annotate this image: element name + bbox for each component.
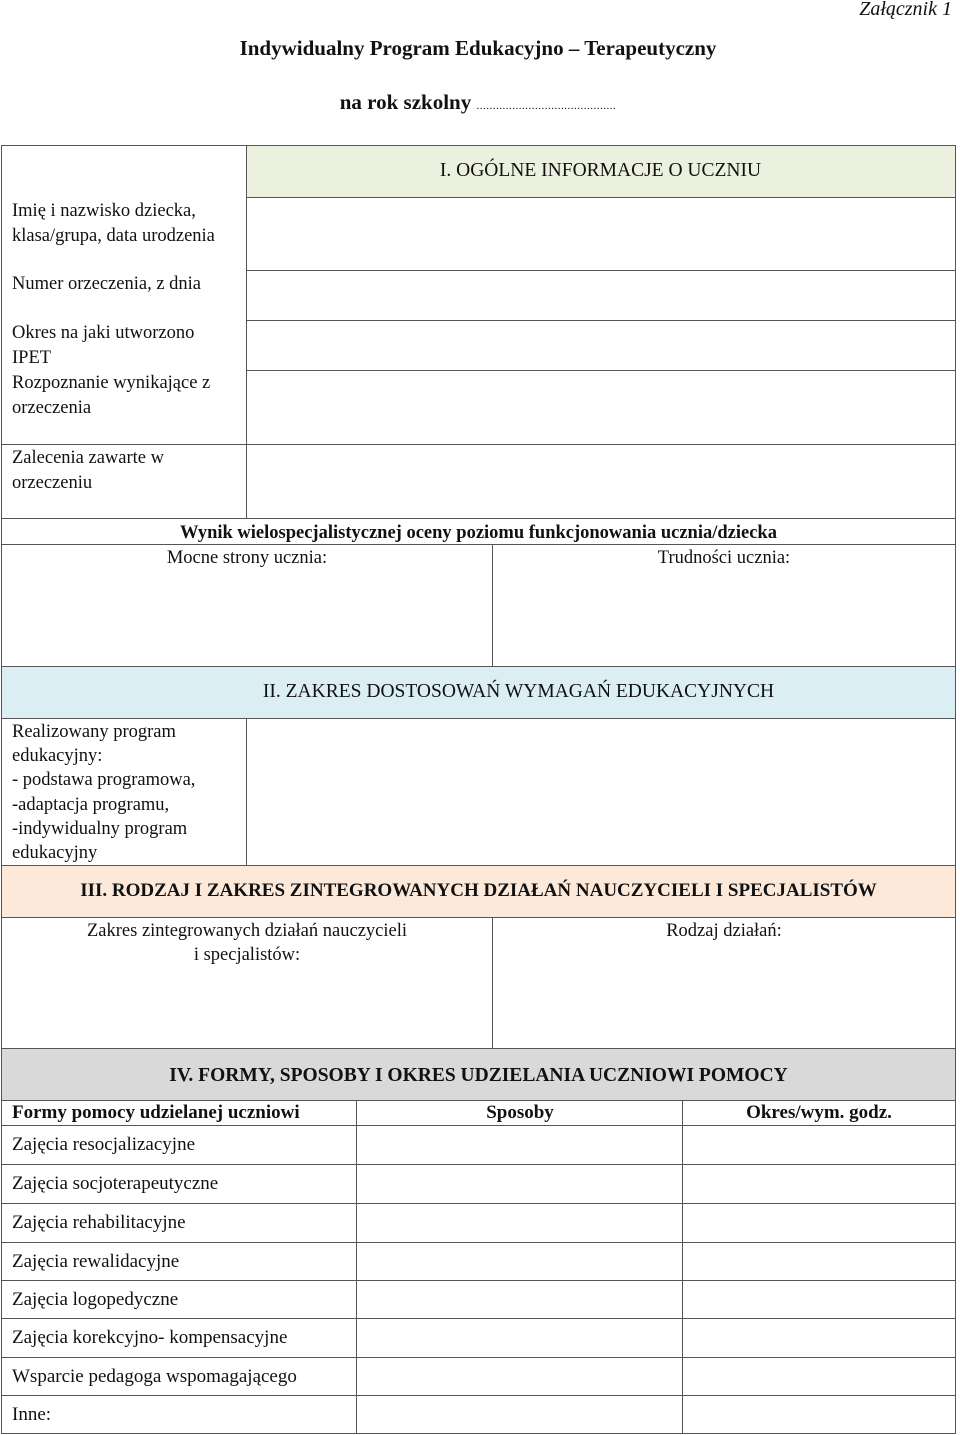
- column-header-period: Okres/wym. godz.: [746, 1102, 892, 1123]
- integrated-scope-field[interactable]: [2, 968, 492, 1048]
- ipet-period-label: Okres na jaki utworzono IPET: [12, 323, 195, 368]
- column-header-forms: Formy pomocy udzielanej uczniowi: [12, 1102, 300, 1123]
- strengths-label: Mocne strony ucznia:: [166, 548, 328, 568]
- program-field[interactable]: [247, 719, 955, 865]
- recommendations-field[interactable]: [247, 445, 955, 518]
- action-type-label: Rodzaj działań:: [666, 921, 782, 941]
- student-name-label: Imię i nazwisko dziecka, klasa/grupa, data urodzenia: [12, 201, 215, 246]
- form-row-revalidation: Zajęcia rewalidacyjne: [12, 1251, 180, 1272]
- difficulties-field[interactable]: [493, 570, 955, 666]
- certificate-number-label: Numer orzeczenia, z dnia: [12, 274, 202, 294]
- certificate-number-field[interactable]: [247, 271, 955, 320]
- methods-field[interactable]: [357, 1126, 682, 1433]
- form-row-corrective: Zajęcia korekcyjno- kompensacyjne: [12, 1327, 288, 1348]
- student-name-field[interactable]: [247, 198, 955, 270]
- section4-heading: IV. FORMY, SPOSOBY I OKRES UDZIELANIA UCZNIOWI POMOCY: [169, 1065, 788, 1086]
- section1-heading: I. OGÓLNE INFORMACJE O UCZNIU: [439, 160, 762, 181]
- school-year-line: [0, 90, 956, 115]
- form-row-pedagogue-support: Wsparcie pedagoga wspomagającego: [12, 1366, 297, 1387]
- assessment-heading: Wynik wielospecjalistycznej oceny poziomu funkcjonowania ucznia/dziecka: [180, 523, 777, 543]
- section4-heading-cell: [2, 1049, 955, 1100]
- recommendations-label: Zalecenia zawarte w orzeczeniu: [12, 448, 165, 493]
- ipet-period-field[interactable]: [247, 321, 955, 370]
- attachment-label: Załącznik 1: [859, 0, 952, 20]
- document-title: Indywidualny Program Edukacyjno – Terapeutyczny: [239, 36, 717, 60]
- diagnosis-field[interactable]: [247, 371, 955, 444]
- diagnosis-label: Rozpoznanie wynikające z orzeczenia: [12, 373, 211, 418]
- ipet-form: [1, 145, 956, 1434]
- section3-heading: III. RODZAJ I ZAKRES ZINTEGROWANYCH DZIAŁAŃ NAUCZYCIELI I SPECJALISTÓW: [80, 880, 877, 901]
- section2-heading: II. ZAKRES DOSTOSOWAŃ WYMAGAŃ EDUKACYJNYCH: [262, 681, 775, 702]
- difficulties-label: Trudności ucznia:: [657, 548, 791, 568]
- section3-heading-cell: [2, 866, 955, 917]
- form-row-resocialization: Zajęcia resocjalizacyjne: [12, 1134, 196, 1155]
- program-label: Realizowany program edukacyjny: - podstawa programowa, -adaptacja programu, -indywidualny program edukacyjny: [12, 722, 196, 864]
- form-row-speech-therapy: Zajęcia logopedyczne: [12, 1289, 179, 1310]
- form-row-rehabilitation: Zajęcia rehabilitacyjne: [12, 1212, 186, 1233]
- section1-heading-cell: [246, 146, 955, 197]
- form-row-other: Inne:: [12, 1404, 52, 1425]
- integrated-scope-label: Zakres zintegrowanych działań nauczycieli i specjalistów:: [87, 921, 407, 965]
- period-field[interactable]: [683, 1126, 955, 1433]
- form-row-sociotherapy: Zajęcia socjoterapeutyczne: [12, 1173, 219, 1194]
- action-type-field[interactable]: [493, 943, 955, 1048]
- school-year-field[interactable]: ...........................................: [476, 100, 617, 112]
- strengths-field[interactable]: [2, 570, 492, 666]
- section2-heading-cell: [2, 667, 955, 718]
- column-header-methods: Sposoby: [486, 1102, 554, 1123]
- school-year-label: na rok szkolny: [339, 90, 472, 114]
